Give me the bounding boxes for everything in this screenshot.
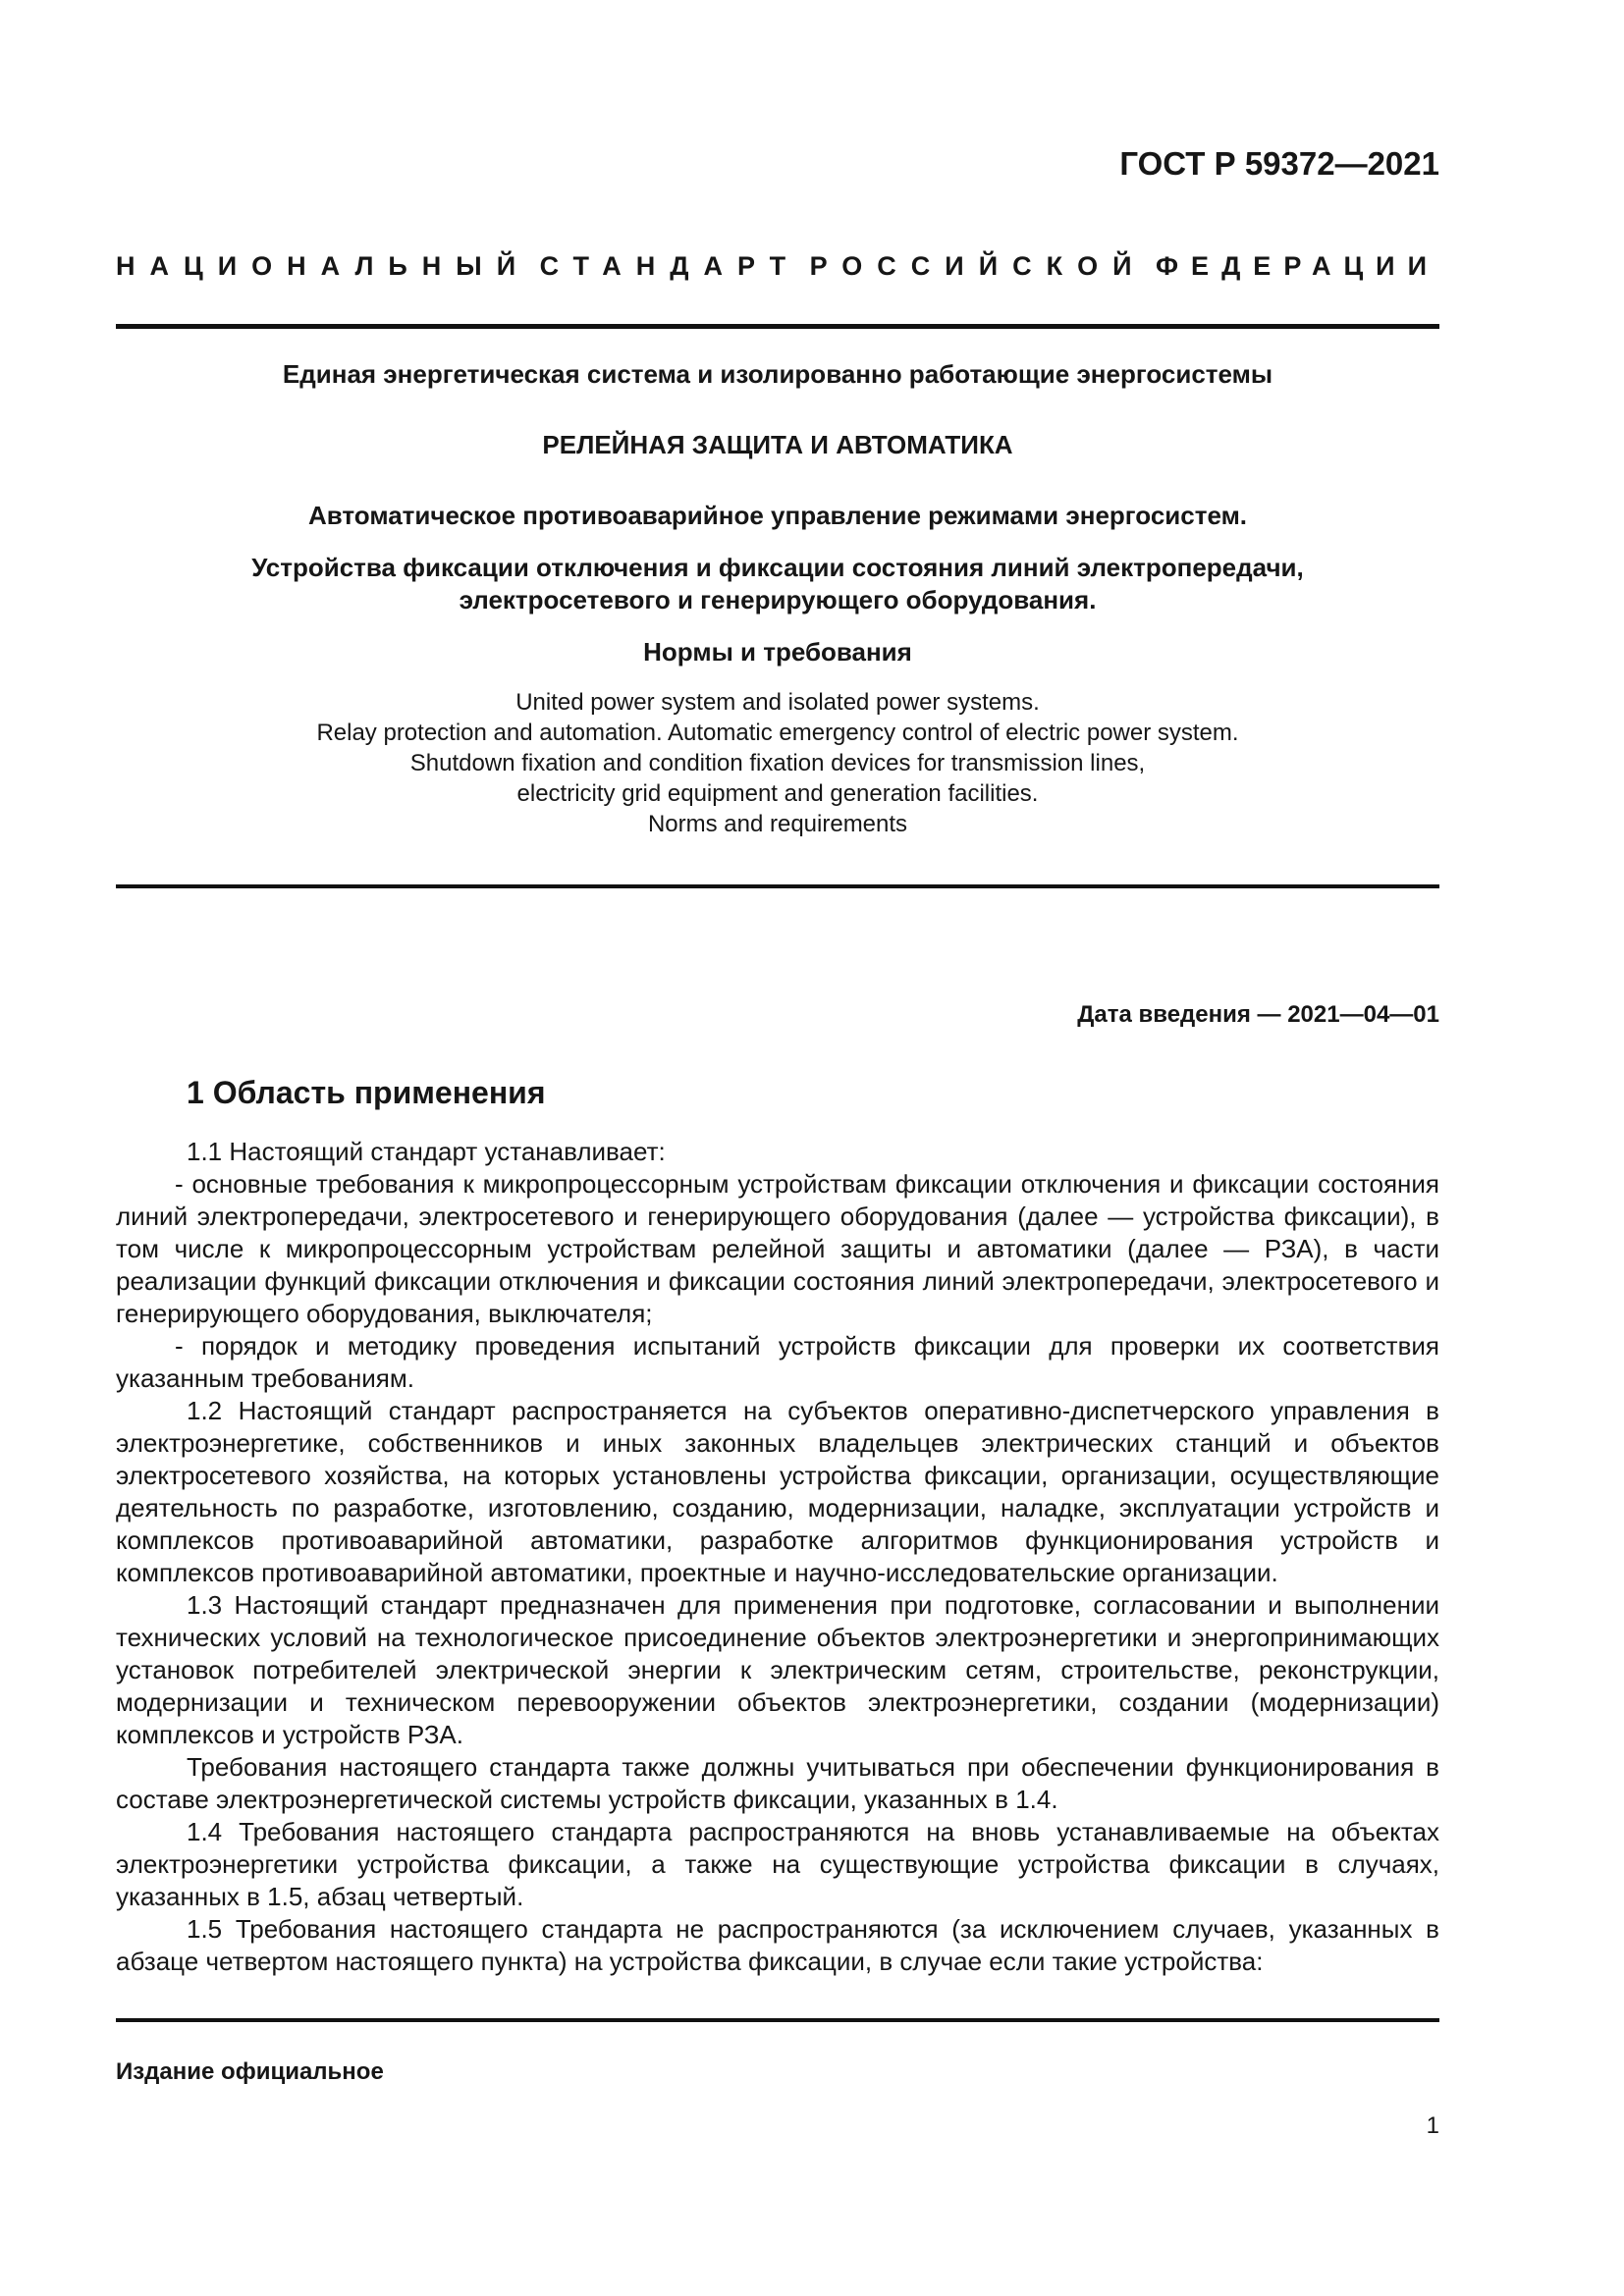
paragraph: 1.1 Настоящий стандарт устанавливает: [187, 1137, 666, 1166]
document-number: ГОСТ Р 59372—2021 [1119, 145, 1439, 182]
top-divider [116, 324, 1439, 329]
paragraph: 1.2 Настоящий стандарт распространяется на субъектов оперативно-диспетчерского управления в электроэнергетике, собственников и иных законных владельцев электрических станций и объектов электросетевого хозяйства, на которых установлены устройства фиксации, организации, осуществляющие деятельность по разработке, изготовлению, созданию, модернизации, наладке, эксплуатации устройств и комплексов противоаварийной автоматики, разработке алгоритмов функционирования устройств и комплексов противоаварийной автоматики, проектные и научно-исследовательские организации. [116, 1396, 1439, 1587]
section-body [116, 1136, 1439, 1978]
banner-word: ФЕДЕРАЦИИ [1156, 251, 1439, 281]
english-title-line: electricity grid equipment and generation facilities. [516, 780, 1039, 807]
english-title-line: United power system and isolated power systems. [515, 689, 1040, 716]
english-title-line: Relay protection and automation. Automatic emergency control of electric power system. [316, 720, 1239, 746]
date-of-introduction: Дата введения — 2021—04—01 [1077, 1001, 1439, 1028]
title-line: РЕЛЕЙНАЯ ЗАЩИТА И АВТОМАТИКА [542, 430, 1013, 459]
title-line: Нормы и требования [643, 637, 912, 667]
banner-word: НАЦИОНАЛЬНЫЙ [116, 251, 531, 281]
paragraph: 1.4 Требования настоящего стандарта распространяются на вновь устанавливаемые на объектах электроэнергетики устройства фиксации, а также на существующие устройства фиксации в случаях, указанных в 1.5, абзац четвертый. [116, 1817, 1439, 1911]
paragraph: Требования настоящего стандарта также должны учитываться при обеспечении функционирования в составе электроэнергетической системы устройств фиксации, указанных в 1.4. [116, 1752, 1439, 1814]
national-standard-banner [116, 251, 1439, 282]
footer-divider [116, 2018, 1439, 2022]
english-title-line: Shutdown fixation and condition fixation devices for transmission lines, [409, 750, 1146, 776]
banner-word: РОССИЙСКОЙ [809, 251, 1147, 281]
paragraph: 1.3 Настоящий стандарт предназначен для применения при подготовке, согласовании и выполнении технических условий на технологическое присоединение объектов электроэнергетики и энергопринимающих установок потребителей электрической энергии к электрическим сетям, строительстве, реконструкции, модернизации и техническом перевооружении объектов электроэнергетики, создании (модернизации) комплексов и устройств РЗА. [116, 1590, 1439, 1749]
banner-word: СТАНДАРТ [539, 251, 801, 281]
title-line: Автоматическое противоаварийное управление режимами энергосистем. [307, 501, 1248, 530]
edition-label: Издание официальное [116, 2058, 384, 2085]
english-title-block [116, 687, 1439, 839]
section-heading: 1 Область применения [187, 1075, 546, 1110]
title-line: электросетевого и генерирующего оборудования. [459, 585, 1097, 614]
paragraph: - основные требования к микропроцессорным устройствам фиксации отключения и фиксации состояния линий электропередачи, электросетевого и генерирующего оборудования (далее — устройства фиксации), в том числе к микропроцессорным устройствам релейной защиты и автоматики (далее — РЗА), в части реализации функций фиксации отключения и фиксации состояния линий электропередачи, электросетевого и генерирующего оборудования, выключателя; [116, 1169, 1439, 1328]
title-divider [116, 884, 1439, 888]
title-line: Устройства фиксации отключения и фиксации состояния линий электропередачи, [251, 553, 1304, 582]
page-number: 1 [1426, 2112, 1439, 2139]
english-title-line: Norms and requirements [647, 811, 908, 837]
paragraph: 1.5 Требования настоящего стандарта не распространяются (за исключением случаев, указанных в абзаце четвертом настоящего пункта) на устройства фиксации, в случае если такие устройства: [116, 1914, 1439, 1976]
title-block [116, 358, 1439, 668]
title-line: Единая энергетическая система и изолированно работающие энергосистемы [282, 359, 1273, 389]
paragraph: - порядок и методику проведения испытаний устройств фиксации для проверки их соответствия указанным требованиям. [116, 1331, 1439, 1393]
